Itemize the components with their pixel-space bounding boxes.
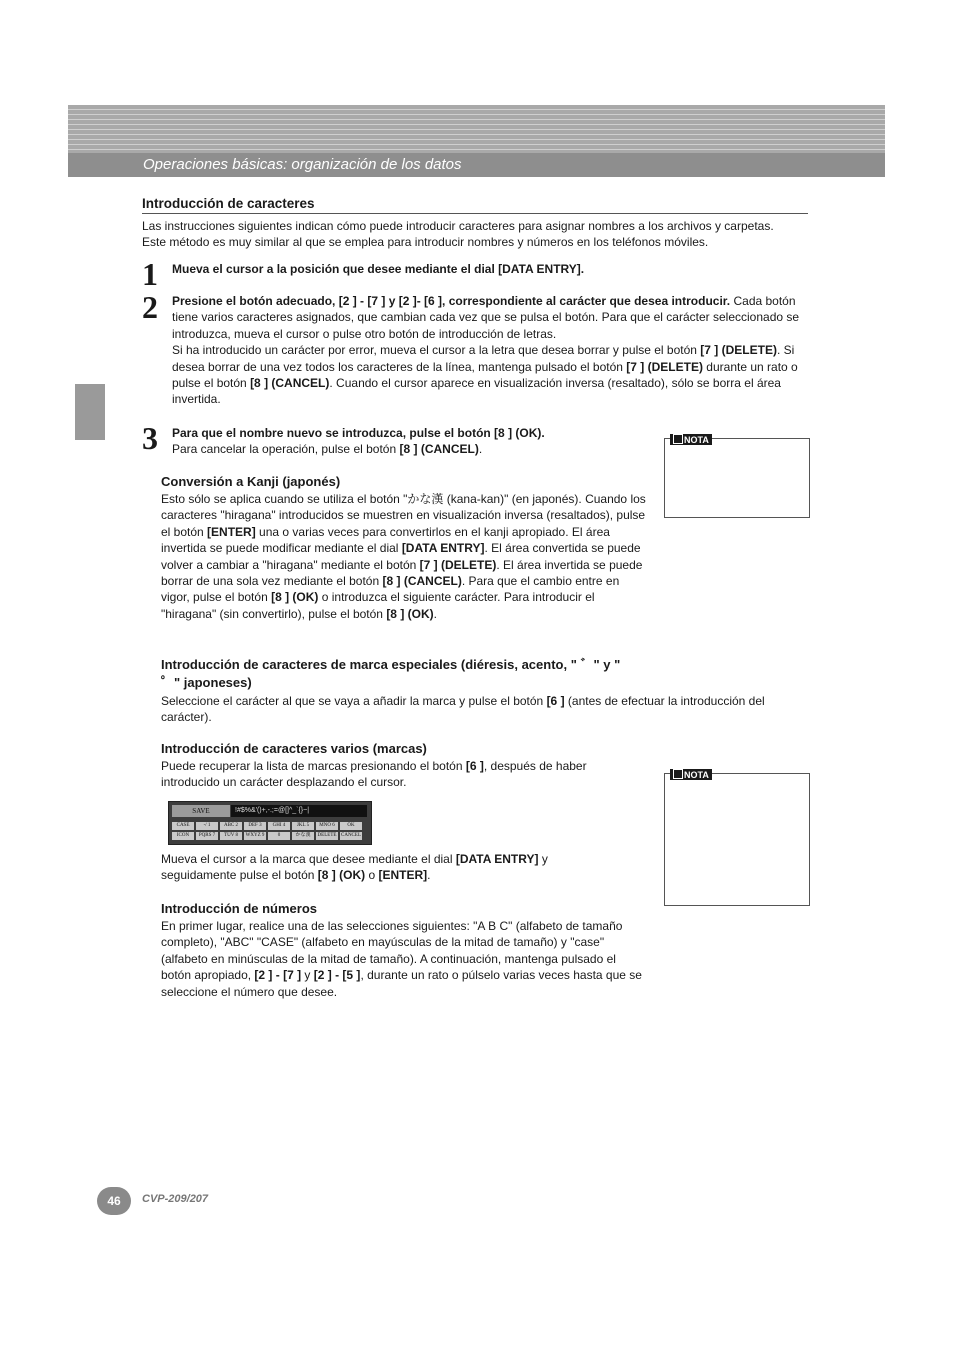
intro-paragraph	[142, 218, 822, 251]
kanji-t4: . El área invertida se puede borrar de una sola vez mediante el botón	[161, 557, 643, 589]
kanji-b1: [ENTER]	[207, 524, 256, 539]
step-3-l2-b: [8 ] (CANCEL)	[399, 442, 479, 457]
special-marks-paragraph	[161, 693, 809, 726]
special-t2: (antes de efectuar la introducción del carácter).	[161, 694, 765, 725]
header-band	[68, 105, 885, 177]
heading-misc-marks: Introducción de caracteres varios (marcas)	[161, 741, 427, 756]
step-2-para-1	[172, 293, 810, 342]
lcd-key: JKL 5	[292, 822, 314, 830]
misc-b1: [6 ]	[465, 759, 484, 773]
kanji-paragraph	[161, 491, 651, 622]
kanji-b4: [8 ] (CANCEL)	[382, 574, 462, 589]
kanji-t7: .	[433, 606, 437, 621]
side-tab-marker	[75, 384, 105, 440]
numbers-t1: En primer lugar, realice una de las selecciones siguientes: "A B C" (alfabeto de tamaño completo), "ABC" "CASE" (alfabeto en mayúsculas de la mitad de tamaño) y "case" (alfabeto en minúsculas de la mitad de tamaño). A continuación, mantenga pulsado el botón apropiado,	[161, 919, 623, 983]
kanji-t1: Esto sólo se aplica cuando se utiliza el botón "かな漢 (kana-kan)" (en japonés). Cuando los caracteres "hiragana" introducidos se muestren en visualización inversa (resaltados), pulse el botón	[161, 492, 646, 539]
intro-line-2: Este método es muy similar al que se emplea para introducir nombres y números en los teléfonos móviles.	[142, 235, 709, 250]
kanji-b2: [DATA ENTRY]	[401, 541, 485, 556]
step-3-l2-a: Para cancelar la operación, pulse el botón	[172, 442, 400, 457]
step-2-para-2	[172, 342, 810, 408]
step-1-instruction: Mueva el cursor a la posición que desee mediante el dial [DATA ENTRY].	[172, 262, 585, 276]
step-2-p2-a: Si ha introducido un carácter por error, mueva el cursor a la letra que desea borrar y pulse el botón	[172, 343, 701, 358]
step-2-p2-d: [7 ] (DELETE)	[626, 359, 703, 374]
kanji-section	[161, 474, 651, 622]
step-2-rest: Cada botón tiene varios caracteres asignados, que cambian cada vez que se pulsa el botón. Para que el carácter seleccionado se introduzca, mueva el cursor o pulse otro botón de introducción de letras.	[172, 294, 800, 341]
step-3-line-1	[172, 425, 652, 441]
lcd-entry-field: !#$%&'()+,-.;=@[]^_`{}~|	[231, 805, 367, 817]
step-3-l2-c: .	[478, 442, 483, 457]
kanji-t2: una o varias veces para convertirlos en el kanji apropiado. El área invertida se puede modificar mediante el dial	[161, 524, 610, 556]
nota-badge-2	[670, 769, 712, 780]
lcd-key: DEF 3	[244, 822, 266, 830]
lcd-key: OK	[340, 822, 362, 830]
step-3-text	[172, 425, 652, 458]
step-2-lead: Presione el botón adecuado, [2 ] - [7 ] y [2 ]- [6 ], correspondiente al carácter que desea introducir.	[172, 294, 731, 308]
misc-marks-section	[161, 741, 631, 791]
step-1-number: 1	[142, 256, 158, 292]
misc-marks-after	[161, 851, 601, 884]
lcd-save-label: SAVE	[172, 805, 230, 817]
lcd-key: CASE	[172, 822, 194, 830]
note-icon	[673, 434, 683, 444]
heading-kanji: Conversión a Kanji (japonés)	[161, 474, 341, 489]
nota-badge-1	[670, 434, 712, 445]
lcd-key: CANCEL	[341, 833, 361, 838]
page-section-title: Operaciones básicas: organización de los datos	[143, 156, 462, 173]
numbers-t3: , durante un rato o púlselo varias veces hasta que se seleccione el número que desee.	[161, 968, 642, 999]
header-stripes	[68, 105, 885, 153]
step-2-p2-b: [7 ] (DELETE)	[700, 343, 777, 358]
after-b1: [DATA ENTRY]	[455, 852, 539, 866]
lcd-key: PQRS 7	[196, 832, 218, 840]
kanji-t6: o introduzca el siguiente carácter. Para introducir el "hiragana" (sin convertirlo), pulse el botón	[161, 590, 595, 621]
model-name: CVP-209/207	[142, 1193, 209, 1205]
lcd-key: -/ 1	[196, 822, 218, 830]
kanji-t3: . El área convertida se puede volver a cambiar a "hiragana" mediante el botón	[161, 541, 641, 572]
misc-t2: , después de haber introducido un carácter desplazando el cursor.	[161, 759, 587, 790]
step-2-p2-e: durante un rato o pulse el botón	[172, 359, 798, 391]
after-t3: o	[365, 868, 379, 883]
step-2-text	[172, 293, 810, 408]
lcd-key: TUV 8	[220, 832, 242, 840]
numbers-paragraph	[161, 918, 646, 1000]
special-b1: [6 ]	[546, 694, 565, 708]
after-t4: .	[427, 868, 431, 883]
page-number: 46	[97, 1187, 131, 1215]
after-t2: y seguidamente pulse el botón	[161, 852, 548, 883]
nota-box-1	[664, 435, 810, 518]
nota-label-1: NOTA	[684, 435, 709, 445]
numbers-b1: [2 ] - [7 ]	[254, 968, 302, 983]
special-t1: Seleccione el carácter al que se vaya a añadir la marca y pulse el botón	[161, 694, 547, 708]
lcd-key: WXYZ 9	[245, 833, 265, 838]
intro-line-1: Las instrucciones siguientes indican cómo puede introducir caracteres para asignar nombres a los archivos y carpetas.	[142, 219, 774, 233]
lcd-key: かな漢	[292, 832, 314, 840]
lcd-key: GHI 4	[268, 822, 290, 830]
kanji-b6: [8 ] (OK)	[386, 606, 434, 621]
lcd-key: ICON	[172, 832, 194, 840]
kanji-b3: [7 ] (DELETE)	[419, 557, 497, 572]
numbers-t2: y	[301, 968, 314, 983]
note-icon	[673, 769, 683, 779]
step-3-line-2	[172, 441, 652, 457]
nota-box-2	[664, 770, 810, 906]
heading-numbers: Introducción de números	[161, 901, 318, 916]
section-heading-intro	[142, 196, 808, 214]
lcd-screen-illustration	[168, 801, 372, 845]
special-marks-section	[161, 656, 809, 726]
kanji-t5: . Para que el cambio entre en vigor, pulse el botón	[161, 574, 620, 605]
lcd-key-row-1	[172, 822, 362, 830]
heading-intro: Introducción de caracteres	[142, 196, 315, 211]
nota-label-2: NOTA	[684, 770, 709, 780]
step-2-p2-c: . Si desea borrar de una vez todos los caracteres de la línea, mantenga pulsado el botón	[172, 343, 795, 374]
lcd-key: DELETE	[317, 833, 337, 838]
numbers-section	[161, 901, 646, 1000]
lcd-key: ABC 2	[220, 822, 242, 830]
step-2-p2-g: . Cuando el cursor aparece en visualización inversa (resaltado), sólo se borra el área invertida.	[172, 376, 781, 407]
step-2-p2-f: [8 ] (CANCEL)	[250, 376, 330, 391]
step-3-lead: Para que el nombre nuevo se introduzca, pulse el botón [8 ] (OK).	[172, 426, 545, 440]
lcd-key: 0	[268, 832, 290, 840]
step-1-text	[172, 261, 812, 277]
kanji-b5: [8 ] (OK)	[271, 590, 319, 605]
numbers-b2: [2 ] - [5 ]	[313, 968, 361, 983]
misc-t1: Puede recuperar la lista de marcas presionando el botón	[161, 759, 466, 773]
after-t1: Mueva el cursor a la marca que desee mediante el dial	[161, 852, 456, 866]
after-b2: [8 ] (OK)	[317, 868, 366, 883]
lcd-key: MNO 6	[316, 822, 338, 830]
step-2-number: 2	[142, 289, 158, 325]
lcd-key-row-2	[172, 832, 362, 840]
heading-special-marks: Introducción de caracteres de marca especiales (diéresis, acento, " ゛" y " ゜" japoneses)	[161, 657, 621, 690]
step-3-number: 3	[142, 420, 158, 456]
misc-marks-paragraph	[161, 758, 631, 791]
after-b3: [ENTER]	[378, 868, 428, 883]
